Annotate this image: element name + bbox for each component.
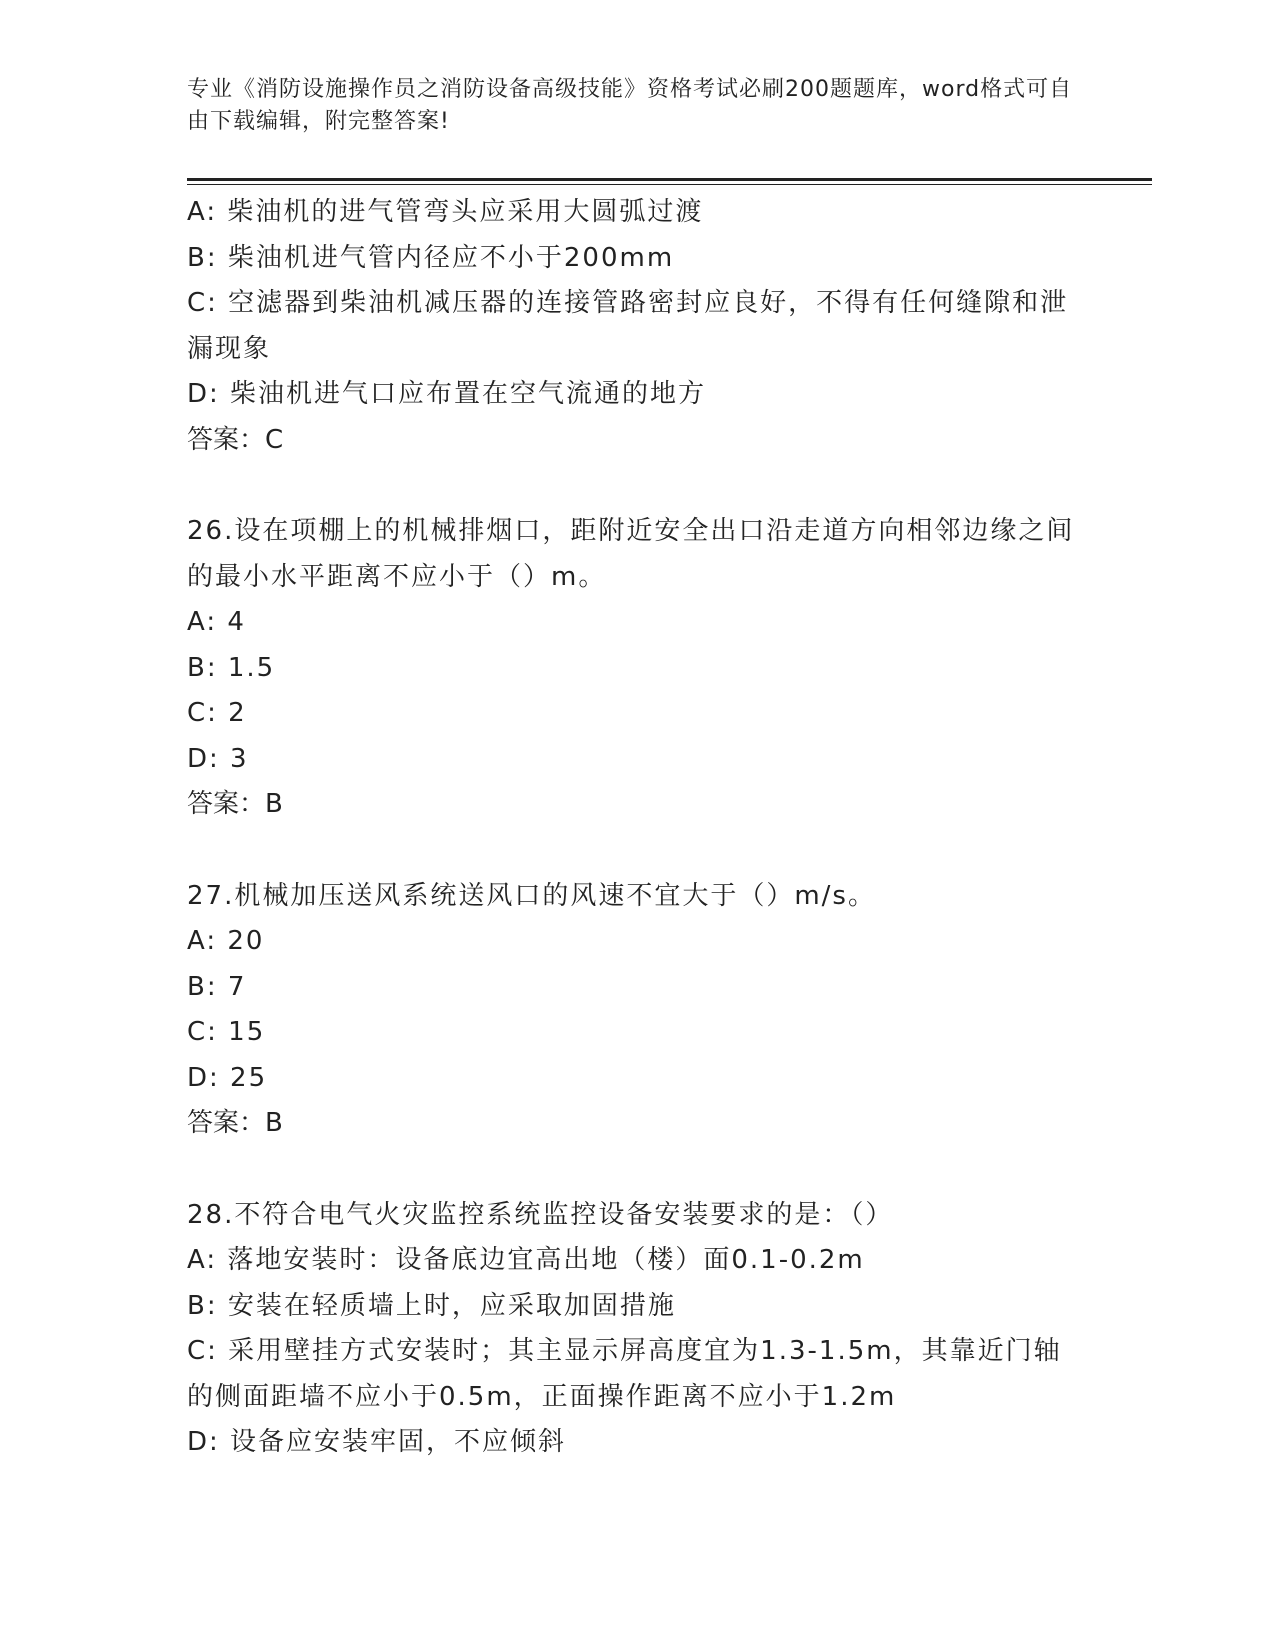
option-a: A: 20: [187, 926, 265, 956]
option-c: C: 2: [187, 698, 247, 728]
answer: 答案：B: [187, 789, 283, 819]
option-b: B: 7: [187, 971, 247, 1002]
question-block-28: [187, 1193, 1087, 1466]
answer: 答案：C: [187, 424, 284, 455]
option-c: C: 空滤器到柴油机减压器的连接管路密封应良好，不得有任何缝隙和泄漏现象: [187, 288, 1069, 364]
option-d: D: 设备应安装牢固，不应倾斜: [187, 1427, 567, 1457]
question-stem: 27.机械加压送风系统送风口的风速不宜大于（）m/s。: [187, 880, 876, 911]
option-d: D: 柴油机进气口应布置在空气流通的地方: [187, 379, 707, 409]
option-b: B: 1.5: [187, 652, 276, 683]
option-d: D: 25: [187, 1062, 268, 1093]
question-list: [187, 190, 1087, 1466]
option-d: D: 3: [187, 743, 249, 774]
question-stem: 28.不符合电气火灾监控系统监控设备安装要求的是：（）: [187, 1199, 894, 1230]
option-c: C: 采用壁挂方式安装时；其主显示屏高度宜为1.3-1.5m，其靠近门轴的侧面距墙不应小于0.5m，正面操作距离不应小于1.2m: [187, 1336, 1062, 1412]
option-a: A: 柴油机的进气管弯头应采用大圆弧过渡: [187, 197, 704, 227]
answer: 答案：B: [187, 1108, 283, 1138]
option-a: A: 4: [187, 607, 246, 637]
question-stem: 26.设在项棚上的机械排烟口，距附近安全出口沿走道方向相邻边缘之间的最小水平距离不应小于（）m。: [187, 516, 1075, 592]
header-rule-thin: [187, 184, 1152, 185]
document-header: 专业《消防设施操作员之消防设备高级技能》资格考试必刷200题题库，word格式可自由下载编辑，附完整答案!: [187, 77, 1073, 134]
question-block-25: [187, 190, 1087, 463]
option-b: B: 柴油机进气管内径应不小于200mm: [187, 242, 675, 273]
option-b: B: 安装在轻质墙上时，应采取加固措施: [187, 1290, 676, 1321]
option-a: A: 落地安装时：设备底边宜高出地（楼）面0.1-0.2m: [187, 1245, 865, 1275]
header-rule-thick: [187, 178, 1152, 181]
question-block-27: [187, 874, 1087, 1147]
question-block-26: [187, 509, 1087, 828]
option-c: C: 15: [187, 1017, 266, 1047]
